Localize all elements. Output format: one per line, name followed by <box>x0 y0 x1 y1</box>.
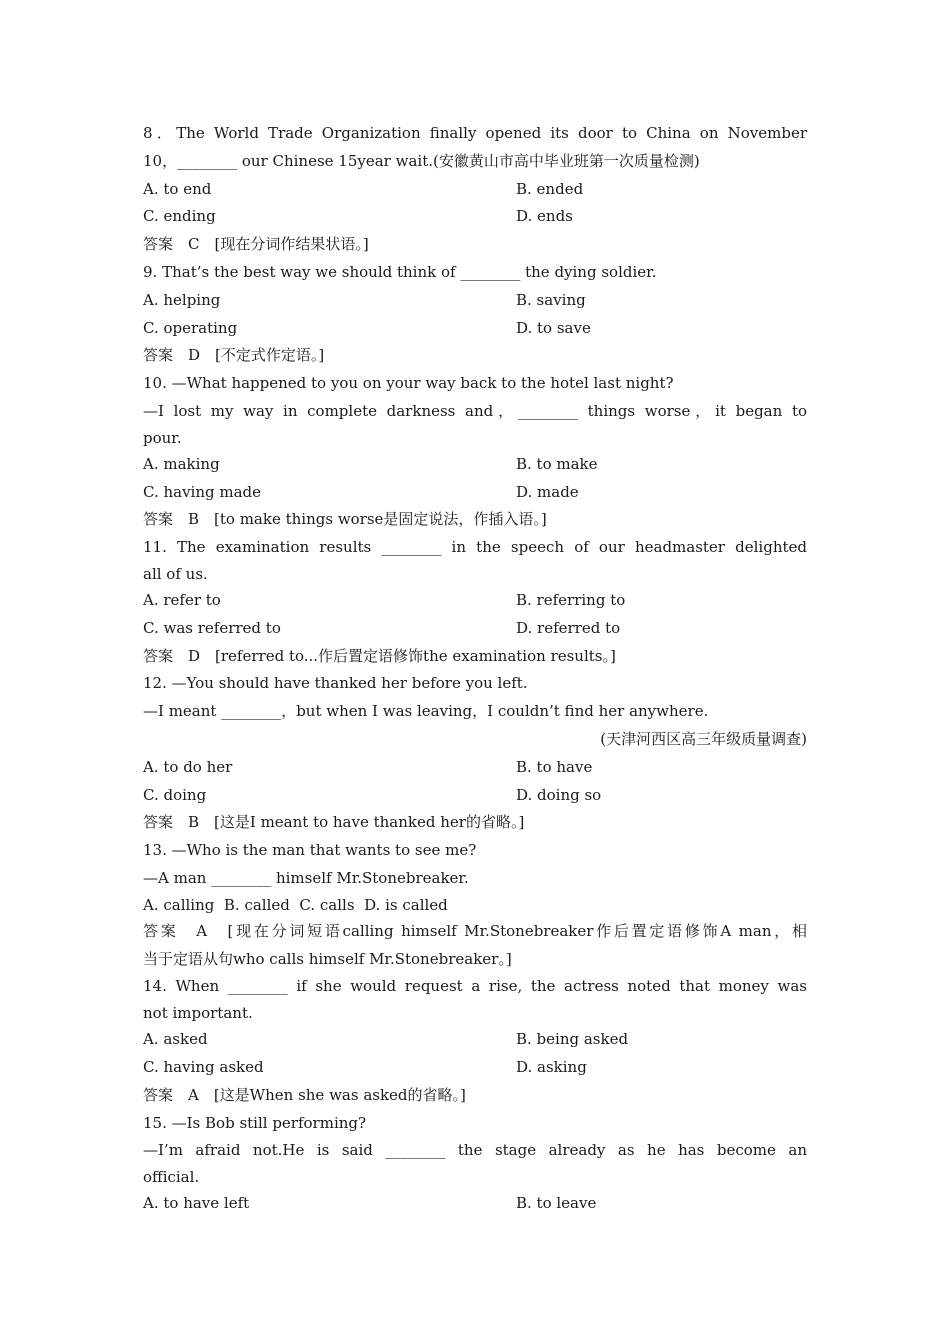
answer: 答案 B [这是I meant to have thanked her的省略。] <box>143 813 525 832</box>
question-text: 14. When ________ if she would request a rise, the actress noted that money was <box>143 977 807 996</box>
question-text: 11. The examination results ________ in the speech of our headmaster delighted <box>143 538 807 557</box>
option-a: A. making <box>143 454 220 473</box>
question-text: 15. —Is Bob still performing? <box>143 1113 367 1132</box>
option-row <box>143 615 807 643</box>
option-row <box>143 287 807 315</box>
inline-options: A. calling B. called C. calls D. is called <box>143 895 448 914</box>
option-b: B. ended <box>516 179 584 198</box>
question-9 <box>143 259 807 370</box>
option-b: B. to leave <box>516 1194 597 1213</box>
option-a: A. refer to <box>143 590 221 609</box>
answer: 答案 D [referred to...作后置定语修饰the examination results。] <box>143 646 616 665</box>
question-text: 9. That’s the best way we should think of ________ the dying soldier. <box>143 262 657 281</box>
option-c: C. operating <box>143 318 238 337</box>
question-text: official. <box>143 1168 200 1187</box>
option-b: B. referring to <box>516 590 626 609</box>
option-a: A. to end <box>143 179 212 198</box>
option-c: C. was referred to <box>143 618 281 637</box>
option-c: C. doing <box>143 785 207 804</box>
question-text: —I lost my way in complete darkness and，________ things worse，it began to <box>143 401 807 420</box>
question-15 <box>143 1110 807 1218</box>
question-source: (天津河西区高三年级质量调查) <box>600 729 807 748</box>
question-10 <box>143 370 807 534</box>
option-row <box>143 451 807 479</box>
option-d: D. to save <box>516 318 591 337</box>
question-text: 13. —Who is the man that wants to see me? <box>143 841 477 860</box>
option-row <box>143 1190 807 1218</box>
question-text: —I meant ________，but when I was leaving，I couldn’t find her anywhere. <box>143 702 709 721</box>
answer: 答案 C [现在分词作结果状语。] <box>143 235 369 254</box>
option-row <box>143 315 807 343</box>
option-row <box>143 1054 807 1082</box>
option-row <box>143 203 807 231</box>
option-b: B. to make <box>516 454 598 473</box>
option-a: A. to have left <box>143 1194 250 1213</box>
question-14 <box>143 973 807 1109</box>
option-b: B. to have <box>516 757 593 776</box>
question-text: pour. <box>143 428 182 447</box>
document-page <box>143 120 807 1218</box>
answer: 答案 D [不定式作定语。] <box>143 346 325 365</box>
option-row <box>143 754 807 782</box>
option-c: C. having made <box>143 482 262 501</box>
option-d: D. doing so <box>516 785 602 804</box>
question-13 <box>143 837 807 973</box>
option-b: B. saving <box>516 290 586 309</box>
question-text: 8．The World Trade Organization finally opened its door to China on November <box>143 124 807 142</box>
question-11 <box>143 534 807 670</box>
option-d: D. ends <box>516 207 573 226</box>
answer: 答案 B [to make things worse是固定说法，作插入语。] <box>143 510 547 529</box>
question-8 <box>143 120 807 259</box>
option-row <box>143 479 807 507</box>
option-a: A. helping <box>143 290 221 309</box>
option-row <box>143 1026 807 1054</box>
answer: 当于定语从句who calls himself Mr.Stonebreaker。] <box>143 949 512 968</box>
question-text: 12. —You should have thanked her before you left. <box>143 674 528 693</box>
option-c: C. having asked <box>143 1057 264 1076</box>
option-row <box>143 176 807 204</box>
option-d: D. asking <box>516 1057 587 1076</box>
question-text: —A man ________ himself Mr.Stonebreaker. <box>143 868 469 887</box>
option-row <box>143 782 807 810</box>
question-text: not important. <box>143 1004 253 1023</box>
option-row <box>143 587 807 615</box>
question-text: 10. —What happened to you on your way back to the hotel last night? <box>143 374 674 393</box>
option-a: A. to do her <box>143 757 233 776</box>
question-text: 10，________ our Chinese 15year wait.(安徽黄山市高中毕业班第一次质量检测) <box>143 151 700 170</box>
question-text: all of us. <box>143 564 208 583</box>
option-a: A. asked <box>143 1030 208 1049</box>
answer: 答案 A [现在分词短语calling himself Mr.Stonebreaker作后置定语修饰A man，相 <box>143 921 807 940</box>
question-text: —I’m afraid not.He is said ________ the stage already as he has become an <box>143 1141 807 1160</box>
option-d: D. referred to <box>516 618 621 637</box>
question-12 <box>143 670 807 837</box>
option-b: B. being asked <box>516 1030 629 1049</box>
option-d: D. made <box>516 482 579 501</box>
answer: 答案 A [这是When she was asked的省略。] <box>143 1085 466 1104</box>
option-c: C. ending <box>143 207 216 226</box>
